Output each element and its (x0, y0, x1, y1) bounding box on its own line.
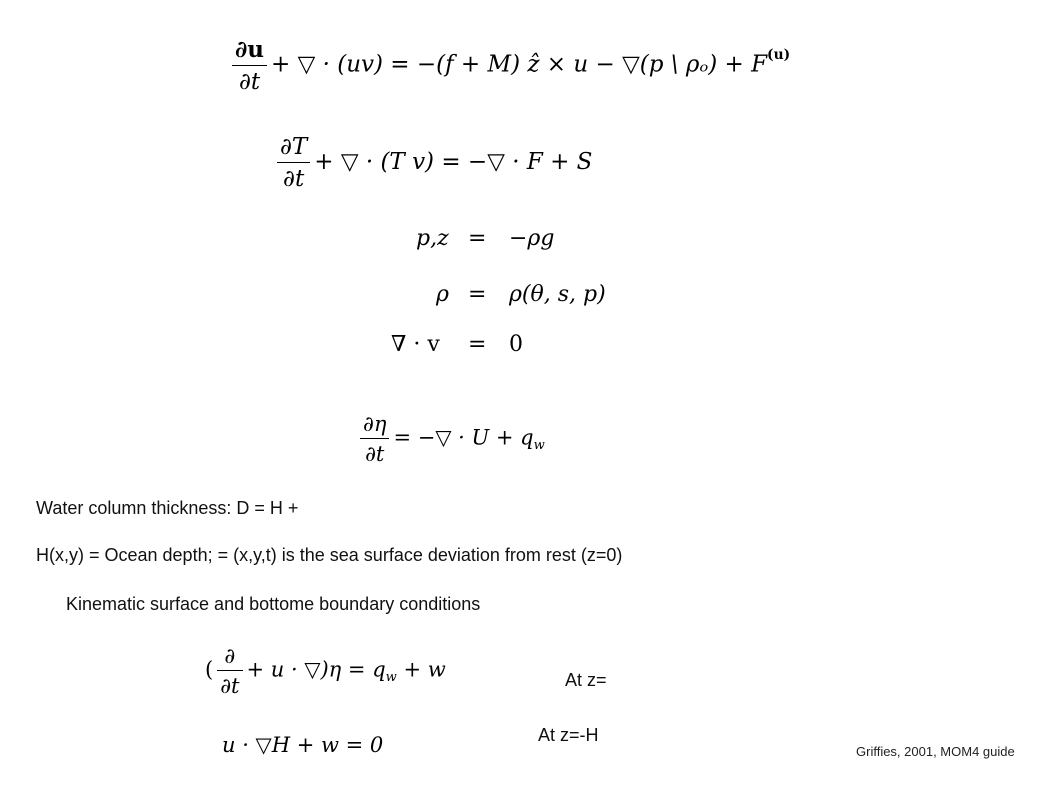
kinematic-title: Kinematic surface and bottome boundary conditions (66, 594, 481, 614)
continuity-lhs: ∇ · v (391, 332, 440, 357)
kinematic-derivative (217, 644, 242, 698)
hydrostatic-equation (416, 226, 449, 251)
free-surface-subscript: w (533, 438, 545, 454)
kinematic-denominator: ∂t (220, 674, 240, 698)
free-surface-equation (356, 412, 545, 466)
tracer-derivative (277, 134, 310, 192)
kinematic-bottom-equation: u · ▽H + w = 0 (222, 733, 384, 757)
hydrostatic-lhs: p,z (416, 226, 449, 251)
tracer-equation (273, 134, 592, 192)
kinematic-numerator: ∂ (217, 644, 242, 671)
momentum-denominator: ∂t (238, 69, 261, 95)
free-surface-rhs: = −▽ · U + q (393, 425, 534, 450)
tracer-rhs: + ▽ · (T v) = −▽ · F + S (314, 149, 593, 175)
state-lhs: ρ (436, 282, 449, 307)
tracer-numerator: ∂T (277, 134, 310, 163)
free-surface-numerator: ∂η (360, 412, 389, 439)
thickness-text: Water column thickness: D = H + (36, 498, 304, 518)
momentum-equation (228, 36, 790, 95)
kinematic-surface-equation (205, 644, 446, 698)
hydrostatic-eq: = (468, 226, 487, 251)
momentum-superscript: (u) (767, 47, 791, 64)
state-eq: = (468, 282, 487, 307)
at-surface-text: At z= (565, 670, 607, 690)
free-surface-denominator: ∂t (365, 442, 385, 466)
hydrostatic-rhs: −ρg (509, 226, 555, 251)
momentum-numerator: ∂u (232, 36, 267, 66)
state-rhs: ρ(θ, s, p) (509, 282, 606, 307)
momentum-derivative (232, 36, 267, 95)
at-surface-label (565, 670, 607, 691)
at-bottom-label: At z=-H (538, 725, 599, 745)
free-surface-derivative (360, 412, 389, 466)
kinematic-rhs: + u · ▽)η = q (246, 657, 386, 682)
citation: Griffies, 2001, MOM4 guide (856, 744, 1015, 759)
depth-text-a: H(x,y) = Ocean depth; (36, 545, 218, 565)
kinematic-open-paren: ( (205, 657, 214, 682)
continuity-eq: = (468, 332, 487, 357)
depth-text-b: = (217, 545, 234, 565)
thickness-line (36, 498, 303, 519)
tracer-denominator: ∂t (283, 166, 305, 192)
momentum-rhs: + ▽ · (uv) = −(f + M) ẑ × u − ▽(p \ ρₒ) + F (271, 51, 768, 78)
kinematic-tail: + w (403, 657, 446, 682)
depth-text-c: (x,y,t) is the sea surface deviation from rest (z=0) (233, 545, 623, 565)
continuity-rhs: 0 (509, 332, 523, 357)
kinematic-subscript: w (385, 670, 397, 686)
depth-line (36, 545, 622, 566)
